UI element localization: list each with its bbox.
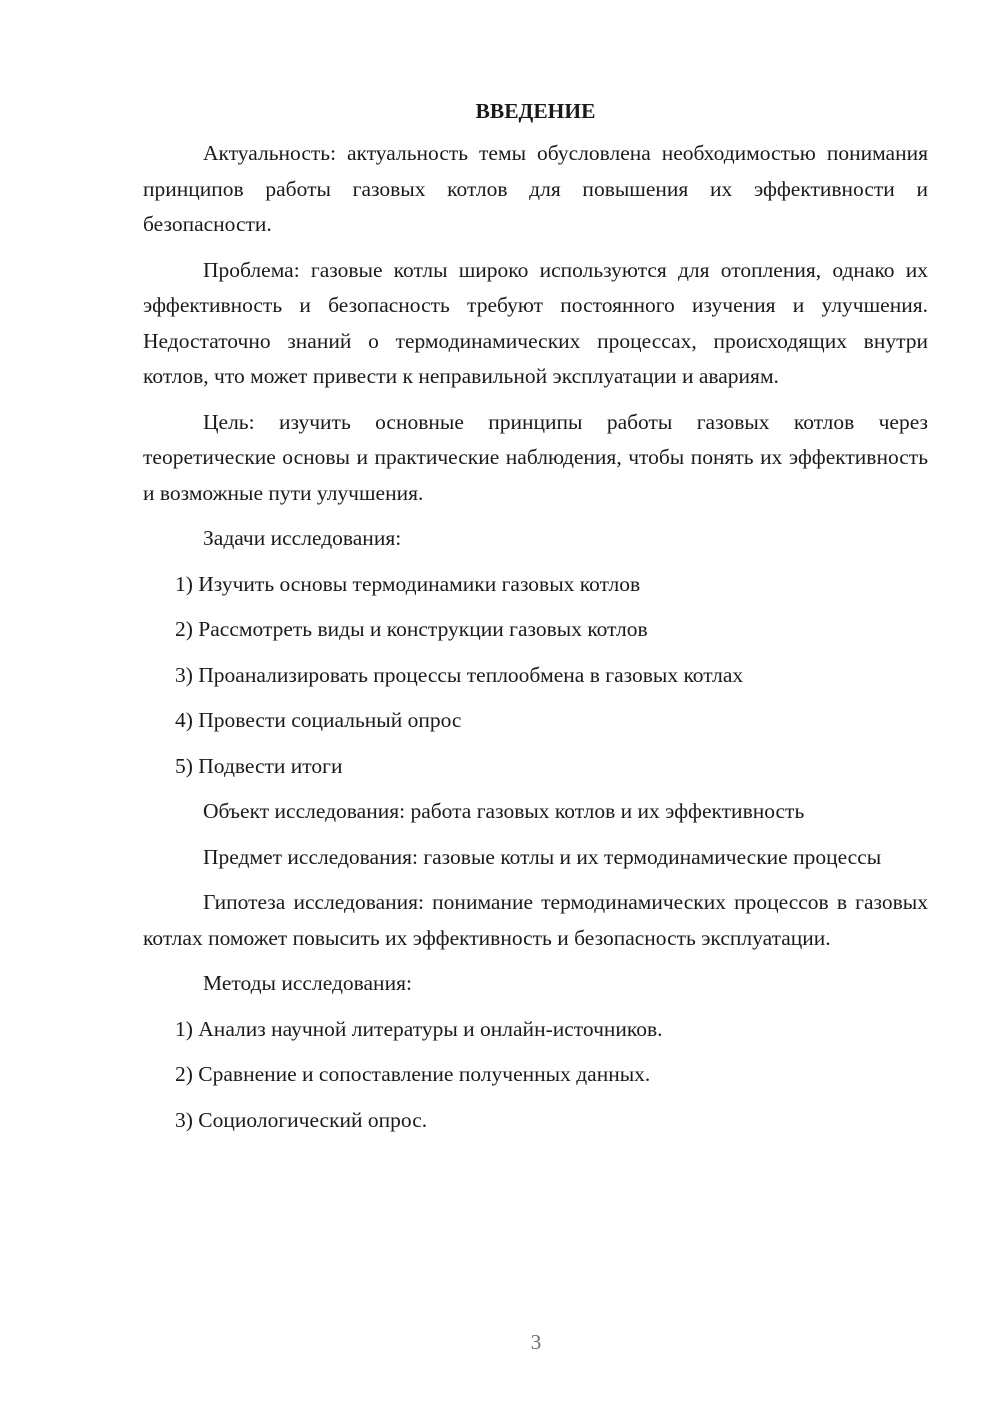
method-item-2: 2) Сравнение и сопоставление полученных данных.: [175, 1062, 651, 1086]
tasks-title: Задачи исследования:: [203, 526, 402, 550]
paragraph-subject: Предмет исследования: газовые котлы и их термодинамические процессы: [203, 844, 882, 869]
page-content: [143, 96, 928, 1148]
task-item-1: 1) Изучить основы термодинамики газовых котлов: [175, 571, 641, 596]
task-item-5: 5) Подвести итоги: [175, 753, 343, 778]
section-heading: ВВЕДЕНИЕ: [475, 99, 596, 123]
paragraph-object: Объект исследования: работа газовых котлов и их эффективность: [203, 799, 805, 823]
paragraph-hypothesis: Гипотеза исследования: понимание термодинамических процессов в газовых котлах поможет повысить их эффективность и безопасность эксплуатации.: [143, 890, 928, 950]
task-item-4: 4) Провести социальный опрос: [175, 708, 462, 732]
paragraph-problem: Проблема: газовые котлы широко используются для отопления, однако их эффективность и безопасность требуют постоянного изучения и улучшения. Недостаточно знаний о термодинамических процессах, происходящих внутри котлов, что может привести к неправильной эксплуатации и авариям.: [143, 257, 928, 388]
paragraph-relevance: Актуальность: актуальность темы обусловлена необходимостью понимания принципов работы газовых котлов для повышения их эффективности и безопасности.: [143, 141, 928, 236]
page-number: 3: [530, 1330, 542, 1354]
method-item-3: 3) Социологический опрос.: [175, 1107, 428, 1132]
task-item-2: 2) Рассмотреть виды и конструкции газовых котлов: [175, 617, 648, 641]
task-item-3: 3) Проанализировать процессы теплообмена в газовых котлах: [175, 662, 744, 687]
paragraph-goal: Цель: изучить основные принципы работы газовых котлов через теоретические основы и практические наблюдения, чтобы понять их эффективность и возможные пути улучшения.: [143, 409, 928, 505]
method-item-1: 1) Анализ научной литературы и онлайн-источников.: [175, 1016, 663, 1041]
methods-title: Методы исследования:: [203, 971, 412, 995]
